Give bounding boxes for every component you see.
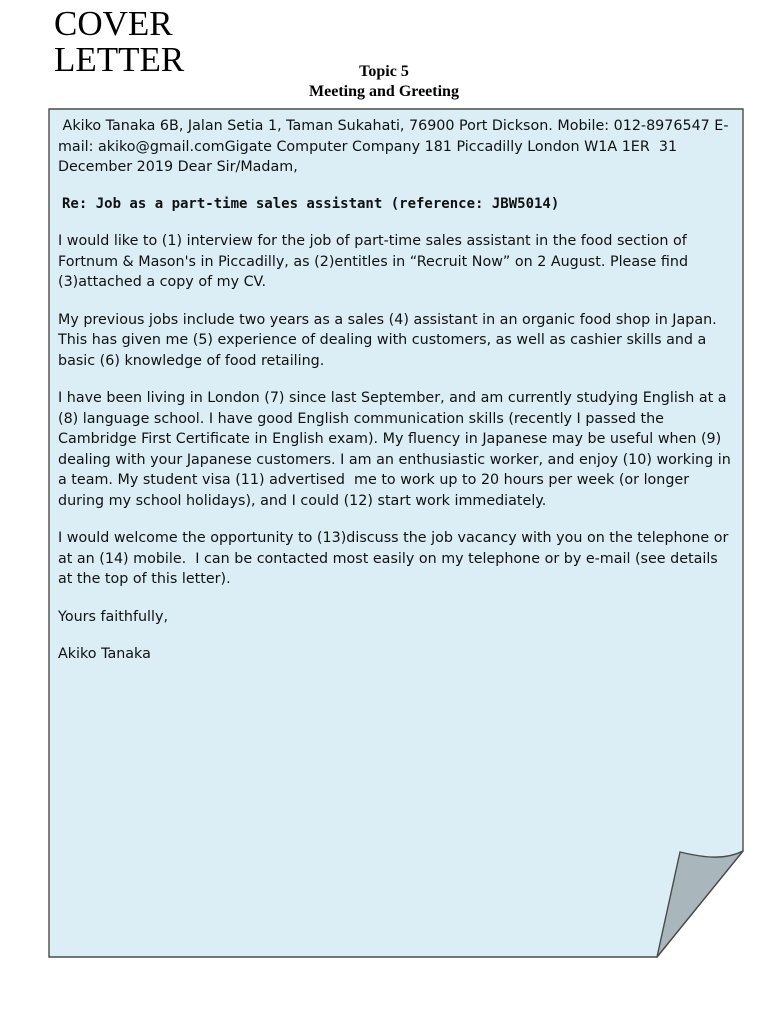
- topic-subtitle: Meeting and Greeting: [309, 83, 459, 100]
- letter-body: [58, 116, 736, 682]
- letter-paragraph-2: My previous jobs include two years as a sales (4) assistant in an organic food shop in Japan. This has given me (5) experience of dealing with customers, as well as cashier skills and a basic (6) knowledge of food retailing.: [58, 311, 717, 369]
- letter-paragraph-1: I would like to (1) interview for the job of part-time sales assistant in the food section of Fortnum & Mason's in Piccadilly, as (2)entitles in “Recruit Now” on 2 August. Please find (3)attached a copy of my CV.: [58, 233, 689, 290]
- address-block: Akiko Tanaka 6B, Jalan Setia 1, Taman Sukahati, 76900 Port Dickson. Mobile: 012-8976547 E-mail: akiko@gmail.comGigate Computer Company 181 Piccadilly London W1A 1ER 31 December 2019 Dear Sir/Madam,: [58, 118, 729, 175]
- topic-number: Topic 5: [359, 63, 409, 80]
- letter-paragraph-3: I have been living in London (7) since last September, and am currently studying English at a (8) language school. I have good English communication skills (recently I passed the Cambridge First Certificate in English exam). My fluency in Japanese may be useful when (9) dealing with your Japanese customers. I am an enthusiastic worker, and enjoy (10) working in a team. My student visa (11) advertised me to work up to 20 hours per week (or longer during my school holidays), and I could (12) start work immediately.: [58, 390, 731, 509]
- cover-title-line1: COVER: [54, 4, 173, 43]
- letter-paragraph-4: I would welcome the opportunity to (13)discuss the job vacancy with you on the telephone or at an (14) mobile. I can be contacted most easily on my telephone or by e-mail (see details at the top of this letter).: [58, 530, 729, 587]
- cover-title-line2: LETTER: [54, 40, 185, 79]
- letter-closing: Yours faithfully,: [58, 608, 168, 625]
- reference-line: Re: Job as a part-time sales assistant (reference: JBW5014): [62, 195, 560, 212]
- letter-signature: Akiko Tanaka: [58, 646, 151, 662]
